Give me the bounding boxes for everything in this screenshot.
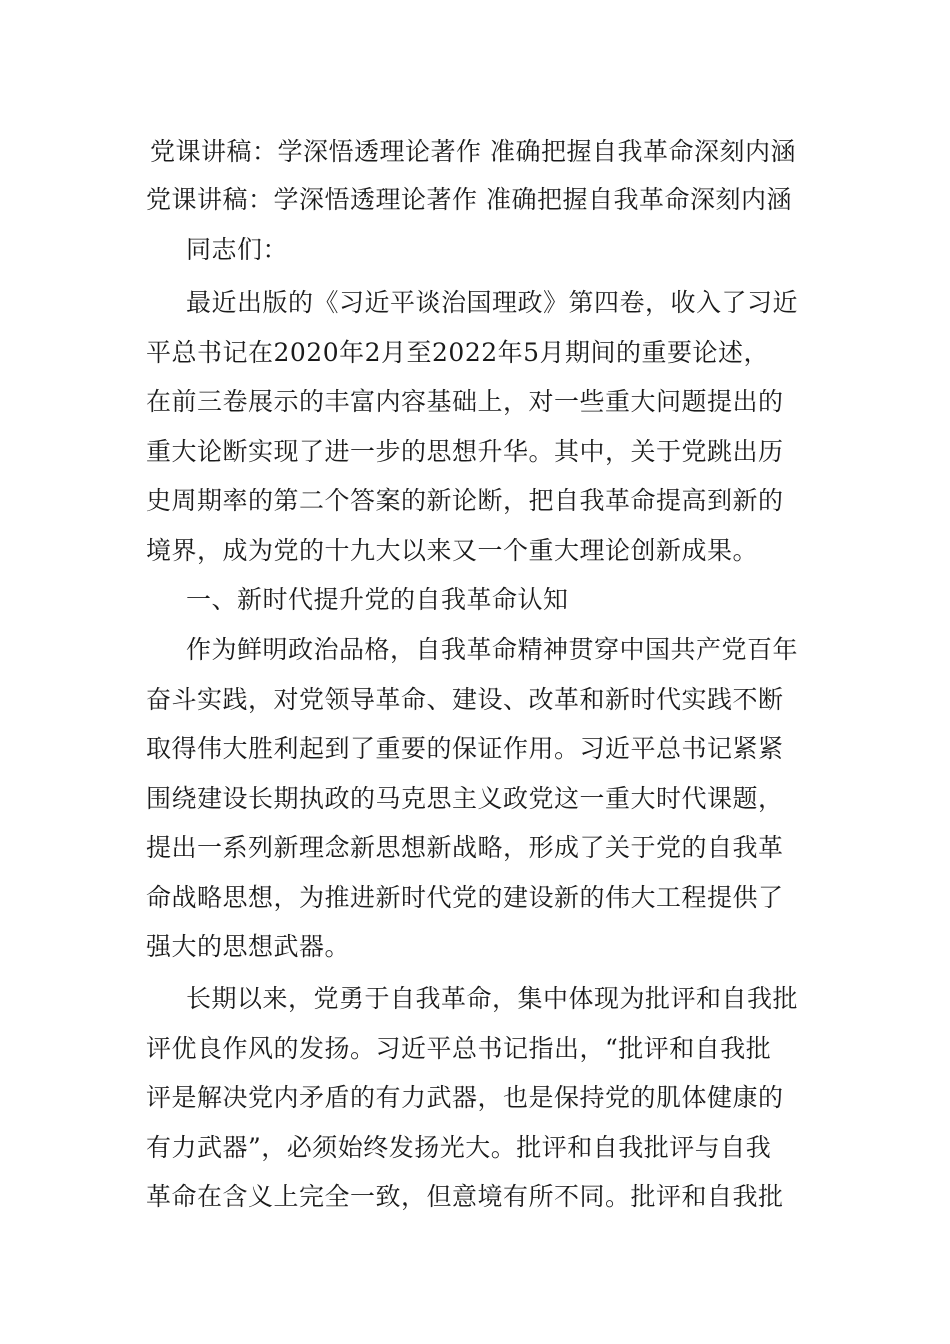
paragraph-line: 平总书记在2020年2月至2022年5月期间的重要论述，	[146, 338, 770, 367]
paragraph-line: 重大论断实现了进一步的思想升华。其中，关于党跳出历	[146, 437, 784, 466]
paragraph-line: 最近出版的《习近平谈治国理政》第四卷，收入了习近	[186, 288, 799, 317]
paragraph-line: 提出一系列新理念新思想新战略，形成了关于党的自我革	[146, 833, 784, 862]
document-title: 党课讲稿：学深悟透理论著作 准确把握自我革命深刻内涵	[150, 137, 796, 166]
paragraph-line: 境界，成为党的十九大以来又一个重大理论创新成果。	[146, 536, 759, 565]
salutation: 同志们：	[186, 235, 289, 264]
paragraph-line: 奋斗实践，对党领导革命、建设、改革和新时代实践不断	[146, 685, 784, 714]
paragraph-line: 围绕建设长期执政的马克思主义政党这一重大时代课题，	[146, 784, 784, 813]
paragraph-line: 在前三卷展示的丰富内容基础上，对一些重大问题提出的	[146, 387, 784, 416]
section-heading: 一、新时代提升党的自我革命认知	[186, 585, 569, 614]
paragraph-line: 有力武器”，必须始终发扬光大。批评和自我批评与自我	[146, 1133, 772, 1162]
paragraph-line: 强大的思想武器。	[146, 932, 351, 961]
paragraph-line: 评是解决党内矛盾的有力武器，也是保持党的肌体健康的	[146, 1083, 784, 1112]
paragraph-line: 评优良作风的发扬。习近平总书记指出，“批评和自我批	[146, 1034, 772, 1063]
paragraph-line: 作为鲜明政治品格，自我革命精神贯穿中国共产党百年	[186, 635, 799, 664]
paragraph-line: 革命在含义上完全一致，但意境有所不同。批评和自我批	[146, 1182, 784, 1211]
document-subtitle: 党课讲稿：学深悟透理论著作 准确把握自我革命深刻内涵	[146, 185, 792, 214]
paragraph-line: 取得伟大胜利起到了重要的保证作用。习近平总书记紧紧	[146, 734, 784, 763]
paragraph-line: 长期以来，党勇于自我革命，集中体现为批评和自我批	[186, 984, 799, 1013]
paragraph-line: 命战略思想，为推进新时代党的建设新的伟大工程提供了	[146, 883, 784, 912]
paragraph-line: 史周期率的第二个答案的新论断，把自我革命提高到新的	[146, 486, 784, 515]
